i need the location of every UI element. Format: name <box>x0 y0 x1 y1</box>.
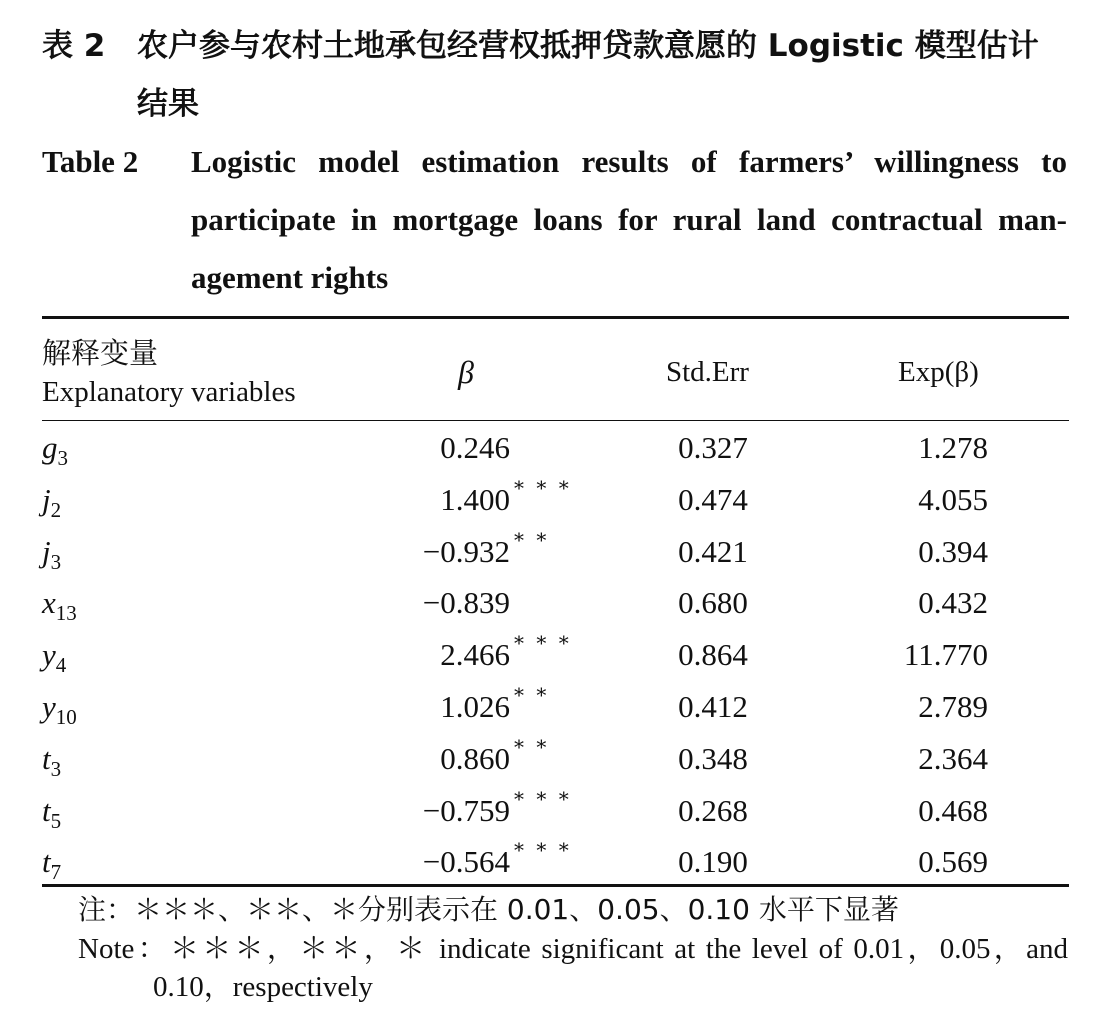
table-cell-variable <box>42 482 62 522</box>
table-cell-exp-beta: 2.789 <box>918 689 988 724</box>
table-top-rule <box>42 316 1069 319</box>
table-bottom-rule <box>42 884 1069 887</box>
table-cell-std-err: 0.680 <box>678 585 748 620</box>
variable-symbol: y <box>42 637 56 672</box>
table-cell-beta: −0.564 <box>422 844 510 879</box>
header-beta: β <box>458 354 474 390</box>
variable-subscript: 13 <box>55 601 77 625</box>
table-cell-variable <box>42 844 62 884</box>
table-cell-variable <box>42 430 68 470</box>
variable-subscript: 3 <box>50 757 62 781</box>
table-cell-significance: * * * <box>514 476 572 500</box>
table-cell-std-err: 0.474 <box>678 482 748 517</box>
table-cell-beta: 0.246 <box>440 430 510 465</box>
note-en-line1: Note：＊＊＊，＊＊，＊ indicate significant at the level of 0.01，0.05，and <box>78 933 1068 965</box>
table-cell-std-err: 0.268 <box>678 793 748 828</box>
table-cell-exp-beta: 0.569 <box>918 844 988 879</box>
table-cell-variable <box>42 637 67 677</box>
table-cell-std-err: 0.327 <box>678 430 748 465</box>
variable-symbol: y <box>42 689 56 724</box>
variable-subscript: 7 <box>50 860 62 884</box>
table-cell-exp-beta: 0.468 <box>918 793 988 828</box>
caption-cn-label: 表 2 <box>42 28 106 64</box>
variable-subscript: 2 <box>50 498 62 522</box>
table-cell-exp-beta: 0.432 <box>918 585 988 620</box>
caption-cn-title-line2: 结果 <box>137 86 199 122</box>
variable-symbol: g <box>42 430 58 465</box>
table-cell-std-err: 0.348 <box>678 741 748 776</box>
header-exp-beta: Exp(β) <box>898 356 979 388</box>
table-cell-beta: 0.860 <box>440 741 510 776</box>
table-cell-significance: * * * <box>514 787 572 811</box>
note-en-line2: 0.10，respectively <box>153 971 373 1003</box>
caption-en-title-line1: Logistic model estimation results of farmers’ willingness to <box>191 144 1067 179</box>
variable-symbol: j <box>42 482 51 517</box>
table-cell-significance: * * <box>514 683 550 707</box>
table-cell-significance: * * <box>514 735 550 759</box>
variable-subscript: 4 <box>55 653 67 677</box>
table-cell-beta: 1.026 <box>440 689 510 724</box>
table-cell-exp-beta: 0.394 <box>918 534 988 569</box>
table-cell-std-err: 0.190 <box>678 844 748 879</box>
variable-subscript: 10 <box>55 705 77 729</box>
table-cell-significance: * * <box>514 528 550 552</box>
table-cell-beta: −0.839 <box>422 585 510 620</box>
variable-subscript: 3 <box>57 446 68 470</box>
variable-subscript: 5 <box>50 809 62 833</box>
caption-en-label: Table 2 <box>42 144 139 179</box>
table-cell-variable <box>42 689 77 729</box>
variable-symbol: t <box>42 844 51 879</box>
variable-subscript: 3 <box>50 550 62 574</box>
variable-symbol: t <box>42 793 51 828</box>
table-cell-exp-beta: 2.364 <box>918 741 988 776</box>
variable-symbol: j <box>42 534 51 569</box>
table-header-rule <box>42 420 1069 421</box>
caption-en-title-line2: participate in mortgage loans for rural land contractual man- <box>191 202 1067 237</box>
table-cell-exp-beta: 1.278 <box>918 430 988 465</box>
table-cell-significance: * * * <box>514 631 572 655</box>
table-cell-exp-beta: 4.055 <box>918 482 988 517</box>
table-cell-variable <box>42 741 62 781</box>
table-cell-std-err: 0.864 <box>678 637 748 672</box>
table-cell-beta: 1.400 <box>440 482 510 517</box>
table-cell-std-err: 0.421 <box>678 534 748 569</box>
table-cell-variable <box>42 793 62 833</box>
caption-cn-title-line1: 农户参与农村土地承包经营权抵押贷款意愿的 Logistic 模型估计 <box>137 28 1039 64</box>
caption-en-title-line3: agement rights <box>191 260 389 295</box>
table-cell-beta: 2.466 <box>440 637 510 672</box>
note-cn: 注：＊＊＊、＊＊、＊分别表示在 0.01、0.05、0.10 水平下显著 <box>78 893 899 926</box>
table-cell-variable <box>42 585 77 625</box>
table-cell-beta: −0.932 <box>422 534 510 569</box>
header-variables-cn: 解释变量 <box>42 336 159 370</box>
variable-symbol: x <box>42 585 56 620</box>
table-cell-std-err: 0.412 <box>678 689 748 724</box>
table-cell-exp-beta: 11.770 <box>903 637 988 672</box>
table-cell-beta: −0.759 <box>422 793 510 828</box>
variable-symbol: t <box>42 741 51 776</box>
header-std-err: Std.Err <box>666 356 749 388</box>
table-cell-variable <box>42 534 62 574</box>
header-variables-en: Explanatory variables <box>42 376 296 408</box>
table-cell-significance: * * * <box>514 838 572 862</box>
